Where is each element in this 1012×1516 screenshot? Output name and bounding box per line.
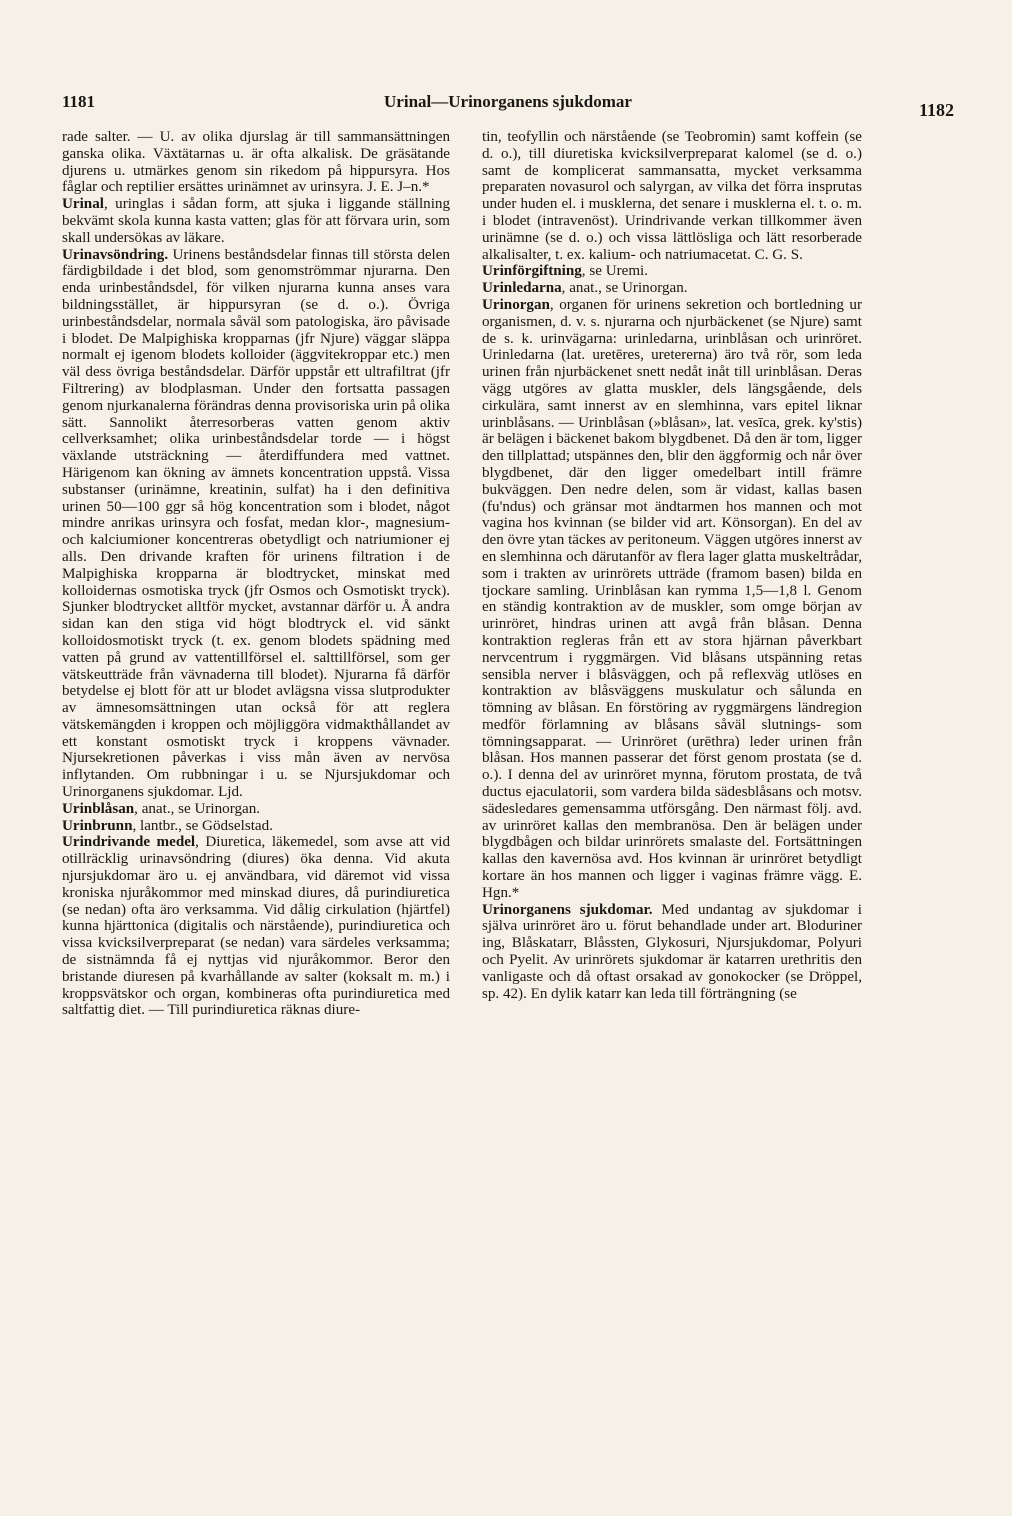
entry-urinavsondring: Urinavsöndring. Urinens beståndsdelar finnas till största delen färdigbildade i det blod, som genomströmmar njurarna. Den enda urinbeståndsdel, för vilken njurarna kunna anses vara bildningsstället, är hippursyran (se d. o.). Övriga urinbeståndsdelar, normala såväl som patologiska, äro påvisade i blodet. De Malpighiska kropparnas (jfr Njure) väggar släppa normalt ej igenom blodets kolloider (äggvitekroppar etc.) men väl dess övriga beståndsdelar. Därför uppstår ett ultrafiltrat (jfr Filtrering) av blodplasman. Under den fortsatta passagen genom njurkanalerna förändras denna provisoriska urin på olika sätt. Sannolikt återresorberas vatten genom aktiv cellverksamhet; olika urinbeståndsdelar torde — i högst växlande utsträckning — återdiffundera med vattnet. Härigenom kan ökning av ämnets koncentration uppstå. Vissa substanser (urinämne, kreatinin, sulfat) ha i den definitiva urinen 50—100 ggr så hög koncentration som i blodet, något mindre anrikas urinsyra och fosfat, medan klor-, magnesium- och kalciumioner koncentreras obetydligt och natriumioner ej alls. Den drivande kraften för urinens filtration i de Malpighiska kropparna är blodtrycket, minskat med kolloidernas osmotiska tryck (jfr Osmos och Osmotiskt tryck). Sjunker blodtrycket alltför mycket, avstannar därför u. Å andra sidan kan den stiga vid högt blodtryck el. vid sänkt kolloidosmotiskt tryck (t. ex. genom blodets spädning med vatten på grund av vattentillförsel el. salttillförsel, som ger vätskeutträde från vävnaderna till blodet). Njurarna få därför betydelse ej blott för att ur blodet avlägsna vissa slutprodukter av ämnesomsättningen utan också för att reglera vätskemängden i kroppen och möjliggöra vidmakthållandet av ett konstant osmotiskt tryck i kroppens vävnader. Njursekretionen påverkas i viss mån även av nervösa inflytanden. Om rubbningar i u. se Njursjukdomar och Urinorganens sjukdomar. Ljd. (62, 246, 450, 801)
page-number-left: 1181 (62, 92, 96, 111)
entry-urindrivande-continued: tin, teofyllin och närstående (se Teobromin) samt koffein (se d. o.), till diuretiska kvicksilverpreparat kalomel (se d. o.) samt de komplicerat sammansatta, mycket verksamma preparaten novasurol och salyrgan, av vilka det förra insprutas under huden el. i musklerna, det senare i musklerna el. t. o. m. i blodet (intravenöst). Urindrivande verkan tillkommer även urinämne (se d. o.) och vissa lättlösliga och lätt resorberade alkalisalter, t. ex. kalium- och natriumacetat. C. G. S. (482, 129, 862, 263)
entry-urinledarna: Urinledarna, anat., se Urinorgan. (482, 280, 688, 297)
entry-urin-continued: rade salter. — U. av olika djurslag är till sammansättningen ganska olika. Växtätarnas u. är ofta alkalisk. De gräsätande djurens u. utmärkes genom sin rikedom på hippursyra. Hos fåglar och reptilier ersättes urinämnet av urinsyra. J. E. J–n.* (62, 129, 450, 196)
entry-urindrivande-medel: Urindrivande medel, Diuretica, läkemedel, som avse att vid otillräcklig urinavsöndring (diures) öka denna. Vid akuta njursjukdomar äro u. ej användbara, vid däremot vid vissa kroniska njuråkommor med minskad diures, då purindiuretica (se nedan) ofta äro verksamma. Vid dålig cirkulation (hjärtfel) kunna hjärttonica (digitalis och närstående), purindiuretica och vissa kvicksilverpreparat (se nedan) vara särdeles verksamma; de sistnämnda få ej nyttjas vid njuråkommor. Beror den bristande diuresen på kvarhållande av salter (koksalt m. m.) i kroppsvätskor och organ, kombineras ofta purindiuretica med saltfattig diet. — Till purindiuretica räknas diure- (62, 834, 450, 1019)
page-header (62, 92, 954, 122)
entry-urinforgiftning: Urinförgiftning, se Uremi. (482, 263, 649, 280)
entry-urinbrunn: Urinbrunn, lantbr., se Gödselstad. (62, 817, 273, 834)
entry-urinorgan: Urinorgan, organen för urinens sekretion och bortledning ur organismen, d. v. s. njurarna och njurbäckenet (se Njure) samt de s. k. urinvägarna: urinledarna, urinblåsan och urinröret. Urinledarna (lat. uretēres, uretererna) äro två rör, som leda urinen från njurbäckenet snett nedåt inåt till urinblåsan. Deras vägg utgöres av glatta muskler, dels längsgående, dels cirkulära, samt innerst av en slemhinna, vars epitel liknar urinblåsans. — Urinblåsan (»blåsan», lat. vesīca, grek. ky'stis) är belägen i bäckenet bakom blygdbenet. Då den är tom, ligger den tillplattad; utspännes den, blir den äggformig och når över blygdbenet, där den ligger omedelbart intill främre bukväggen. Den nedre delen, som är vidast, kallas basen (fu'ndus) och gränsar mot ändtarmen hos mannen och mot vagina hos kvinnan (se bilder vid art. Könsorgan). En del av den övre ytan täckes av peritoneum. Väggen utgöres innerst av en slemhinna och därutanför av flera lager glatta muskeltrådar, som i trakten av urinrörets utträde (framom basen) bilda en tjockare samling. Urinblåsan kan rymma 1,5—1,8 l. Genom en ständig kontraktion av de muskler, som omge början av urinröret, hindras urinen att avgå från blåsan. Denna kontraktion regleras från ett av stora hjärnan påverkbart nervcentrum i ryggmärgen. Vid blåsans utspänning retas sensibla nerver i blåsväggen, och på reflexväg utlöses en kontraktion av blåsväggens muskulatur och sålunda en tömning av blåsan. En förstöring av ryggmärgens ländregion medför förlamning av blåsans såväl slutnings- som tömningsapparat. — Urinröret (urēthra) leder urinen från blåsan. Hos mannen passerar det först genom prostata (se d. o.). I denna del av urinröret mynna, förutom prostata, de två ductus ejaculatorii, som vardera bilda sädesblåsans och motsv. sädesledares gemensamma utförsgång. Den närmast följ. avd. av urinröret kallas den membranösa. Den är belägen under blygdbågen och bildar urinrörets smalaste del. Fortsättningen kallas den kavernösa avd. Hos kvinnan är urinröret betydligt kortare än hos mannen och ligger i vaginas främre vägg. E. Hgn.* (482, 296, 862, 901)
entry-urinblasan: Urinblåsan, anat., se Urinorgan. (62, 800, 261, 817)
right-column (482, 129, 862, 1002)
entry-urinal: Urinal, uringlas i sådan form, att sjuka i liggande ställning bekvämt skola kunna kasta vatten; glas för att förvara urin, som skall undersökas av läkare. (62, 196, 450, 246)
page-number-right: 1182 (918, 100, 954, 120)
left-column (62, 129, 450, 1019)
running-title: Urinal—Urinorganens sjukdomar (384, 92, 632, 111)
entry-urinorganens-sjukdomar: Urinorganens sjukdomar. Med undantag av sjukdomar i själva urinröret äro u. förut behandlade under art. Bloduriner ing, Blåskatarr, Blåssten, Glykosuri, Njursjukdomar, Polyuri och Pyelit. Av urinrörets sjukdomar är katarren urethritis den vanligaste och då oftast orsakad av gonokocker (se Dröppel, sp. 42). En dylik katarr kan leda till förträngning (se (482, 901, 862, 1002)
